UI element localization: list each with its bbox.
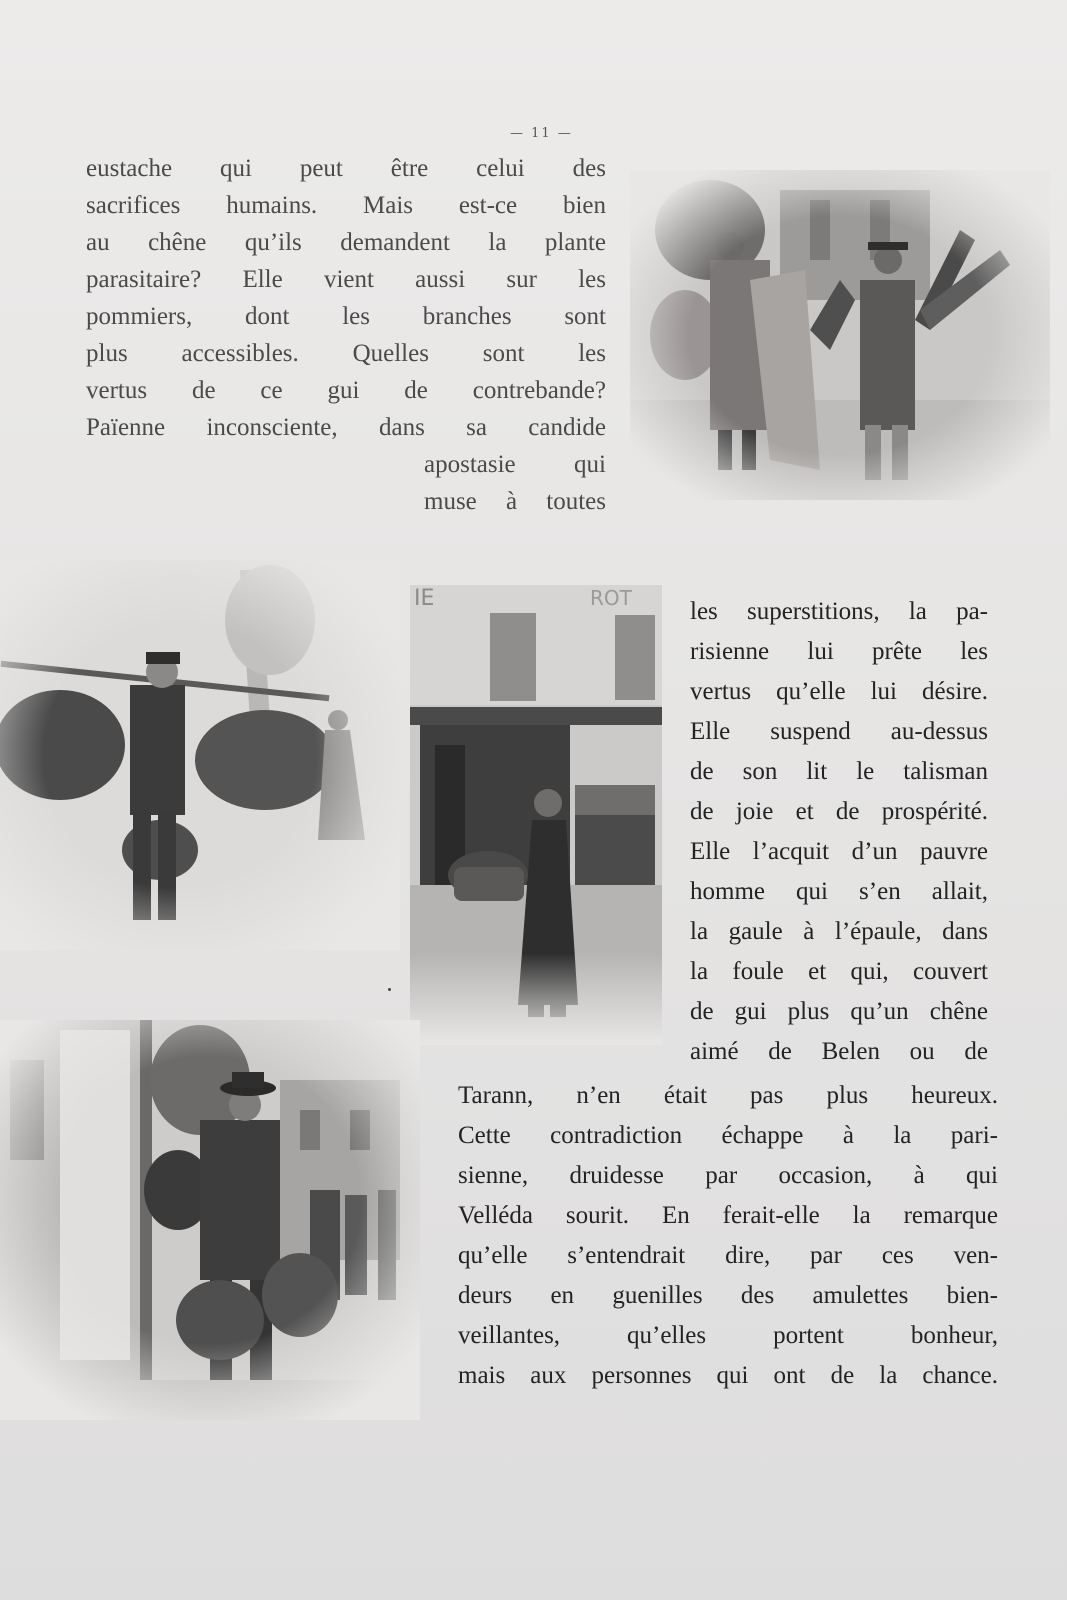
text-line: Païenne inconsciente, dans sa candide xyxy=(86,414,606,441)
text-line: vertus qu’elle lui désire. xyxy=(690,678,988,705)
photo-mistletoe-pole-vendor xyxy=(0,560,400,950)
text-line: vertus de ce gui de contrebande? xyxy=(86,377,606,404)
paragraph-right-column xyxy=(690,592,988,1072)
text-line: de joie et de prospérité. xyxy=(690,798,988,825)
paragraph-top xyxy=(86,150,606,520)
text-line: qu’elle s’entendrait dire, par ces ven- xyxy=(458,1242,998,1269)
text-line: Elle suspend au-dessus xyxy=(690,718,988,745)
text-line: homme qui s’en allait, xyxy=(690,878,988,905)
text-line: aimé de Belen ou de xyxy=(690,1038,988,1065)
text-line: sacrifices humains. Mais est-ce bien xyxy=(86,192,606,219)
text-line: veillantes, qu’elles portent bonheur, xyxy=(458,1322,998,1349)
text-line: Tarann, n’en était pas plus heureux. xyxy=(458,1082,998,1109)
text-line: au chêne qu’ils demandent la plante xyxy=(86,229,606,256)
text-line: deurs en guenilles des amulettes bien- xyxy=(458,1282,998,1309)
text-line: apostasie qui xyxy=(424,451,606,478)
photo-man-with-mistletoe xyxy=(0,1020,420,1420)
text-line: de son lit le talisman xyxy=(690,758,988,785)
photo-two-vendors xyxy=(630,170,1050,500)
text-line: de gui plus qu’un chêne xyxy=(690,998,988,1025)
text-line: sienne, druidesse par occasion, à qui xyxy=(458,1162,998,1189)
text-line: les superstitions, la pa- xyxy=(690,598,988,625)
paragraph-bottom xyxy=(458,1076,998,1396)
text-line: Velléda sourit. En ferait-elle la remarque xyxy=(458,1202,998,1229)
text-line: mais aux personnes qui ont de la chance. xyxy=(458,1362,998,1389)
text-line: Cette contradiction échappe à la pari- xyxy=(458,1122,998,1149)
text-line: plus accessibles. Quelles sont les xyxy=(86,340,606,367)
text-line: Elle l’acquit d’un pauvre xyxy=(690,838,988,865)
text-line: pommiers, dont les branches sont xyxy=(86,303,606,330)
text-line: la gaule à l’épaule, dans xyxy=(690,918,988,945)
text-line: eustache qui peut être celui des xyxy=(86,155,606,182)
text-line: risienne lui prête les xyxy=(690,638,988,665)
ink-speck xyxy=(388,988,391,991)
photo-girl-with-basket xyxy=(410,585,662,1045)
text-line: parasitaire? Elle vient aussi sur les xyxy=(86,266,606,293)
text-line: la foule et qui, couvert xyxy=(690,958,988,985)
text-line: muse à toutes xyxy=(424,488,606,515)
page-number: — 11 — xyxy=(510,126,573,141)
